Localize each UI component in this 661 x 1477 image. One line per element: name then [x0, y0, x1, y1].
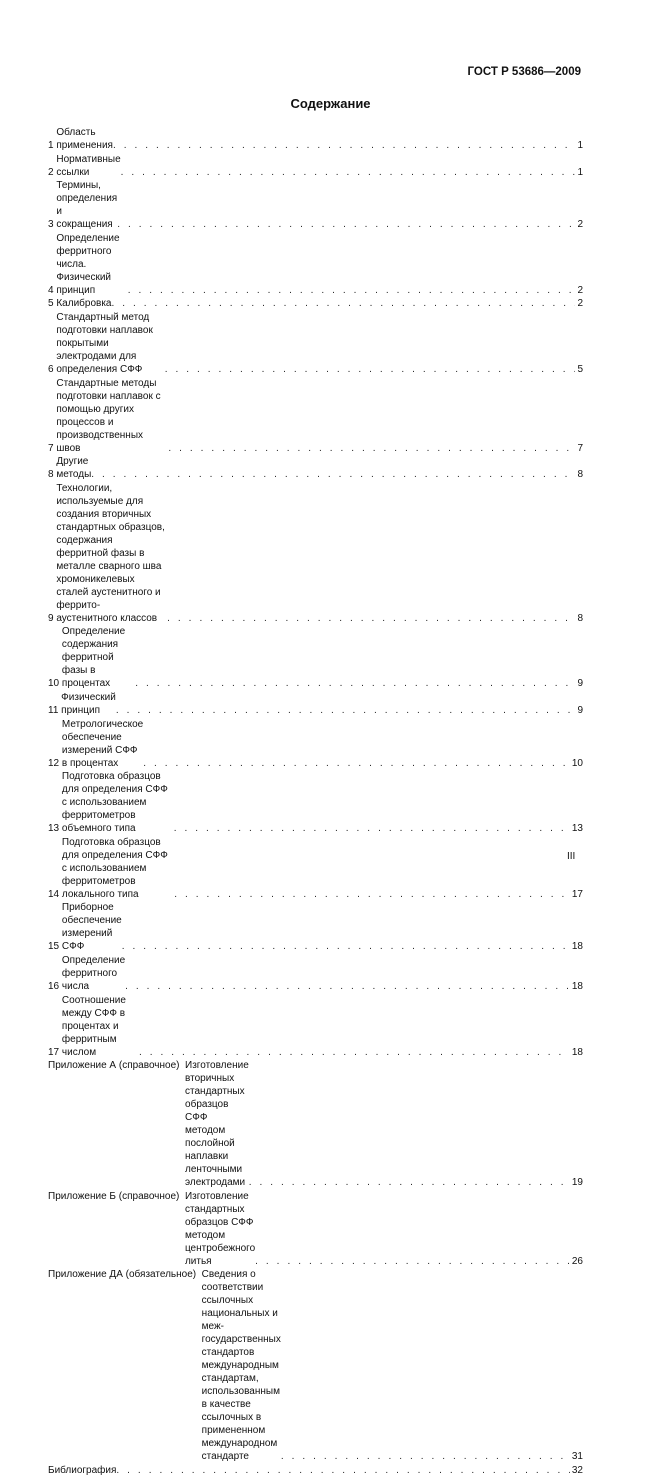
document-standard-number: ГОСТ Р 53686—2009	[467, 66, 581, 78]
toc-entry-5[interactable]	[48, 297, 583, 310]
toc-entry-11[interactable]	[48, 691, 583, 717]
toc-entry-page: 2	[577, 298, 583, 310]
toc-entry-number: 13	[48, 823, 62, 835]
toc-entry-title: Соотношение между СФФ в процентах и ферритным числом	[61, 994, 126, 1058]
toc-entry-title: Физический принцип	[61, 691, 116, 716]
toc-entry-12[interactable]	[48, 718, 583, 770]
toc-entry-number: 8	[48, 469, 57, 481]
toc-entry-appendix-a[interactable]	[48, 1059, 583, 1189]
toc-entry-number: 7	[48, 442, 57, 454]
dot-leader	[111, 297, 575, 310]
toc-entry-title: Подготовка образцов для определения СФФ с использованием ферритометров локального типа	[61, 836, 168, 900]
toc-entry-title: Калибровка	[56, 298, 112, 310]
dot-leader	[135, 677, 575, 690]
dot-leader	[174, 822, 570, 835]
toc-entry-title: Термины, определения и сокращения	[56, 180, 118, 231]
toc-entry-page: 17	[571, 888, 583, 900]
toc-entry-number: 16	[48, 980, 62, 992]
dot-leader	[255, 1255, 570, 1268]
toc-entry-page: 32	[571, 1464, 583, 1476]
toc-entry-page: 18	[571, 1046, 583, 1058]
toc-entry-4[interactable]	[48, 232, 583, 297]
toc-entry-number: 14	[48, 888, 62, 900]
toc-entry-page: 1	[577, 140, 583, 151]
toc-entry-title: Метрологическое обеспечение измерений СФФ в процентах	[61, 718, 144, 769]
toc-entry-page: 9	[577, 704, 583, 716]
toc-entry-page: 26	[571, 1255, 583, 1267]
toc-entry-number: Приложение Б (справочное)	[48, 1190, 185, 1202]
toc-entry-2[interactable]	[48, 153, 583, 179]
toc-entry-title: Стандартный метод подготовки наплавок покрытыми электродами для определения СФФ	[56, 311, 153, 375]
toc-entry-7[interactable]	[48, 377, 583, 455]
toc-entry-page: 19	[571, 1177, 583, 1189]
toc-entry-number: 9	[48, 612, 57, 624]
dot-leader	[125, 980, 570, 993]
toc-entry-number: 3	[48, 219, 57, 231]
dot-leader	[121, 166, 576, 179]
table-of-contents	[48, 126, 583, 1477]
toc-entry-14[interactable]	[48, 836, 583, 901]
dot-leader	[116, 1464, 569, 1477]
dot-leader	[139, 1046, 570, 1059]
toc-entry-number: Библиография	[48, 1464, 117, 1476]
dot-leader	[143, 757, 570, 770]
toc-entry-page: 31	[571, 1451, 583, 1463]
toc-entry-title: Изготовление вторичных стандартных образцов СФФ методом послойной наплавки ленточными электродами	[185, 1060, 249, 1189]
toc-entry-9[interactable]	[48, 482, 583, 625]
toc-entry-page: 13	[571, 823, 583, 835]
toc-entry-1[interactable]	[48, 126, 583, 152]
toc-entry-page: 1	[577, 166, 583, 178]
toc-entry-title: Подготовка образцов для определения СФФ с использованием ферритометров объемного типа	[61, 771, 168, 835]
toc-entry-title: Область применения	[56, 127, 113, 151]
dot-leader	[249, 1176, 570, 1189]
dot-leader	[116, 704, 576, 717]
toc-entry-title: Сведения о соответствии ссылочных национальных и меж- государственных стандартов международным стандартам, использованным в качестве ссылочных в примененном международном стандарте	[201, 1269, 281, 1463]
toc-entry-number: 1	[48, 140, 57, 151]
dot-leader	[128, 284, 576, 297]
toc-entry-number: 15	[48, 941, 62, 953]
toc-entry-6[interactable]	[48, 311, 583, 376]
toc-entry-title: Нормативные ссылки	[56, 153, 121, 178]
toc-entry-page: 8	[577, 612, 583, 624]
toc-entry-appendix-da[interactable]	[48, 1268, 583, 1463]
toc-entry-number: 2	[48, 166, 57, 178]
toc-entry-number: 6	[48, 363, 57, 375]
toc-entry-number: Приложение А (справочное)	[48, 1060, 186, 1072]
toc-entry-appendix-b[interactable]	[48, 1190, 583, 1268]
dot-leader	[165, 363, 576, 376]
toc-entry-number: Приложение ДА (обязательное)	[48, 1269, 202, 1281]
toc-entry-page: 18	[571, 941, 583, 953]
toc-entry-number: 11	[48, 704, 62, 716]
toc-entry-title: Технологии, используемые для создания вторичных стандартных образцов, содержания ферритной фазы в металле сварного шва хромоникелевых сталей аустенитного и феррито- аустенитного классов	[56, 482, 165, 624]
toc-entry-title: Приборное обеспечение измерений СФФ	[61, 902, 122, 953]
dot-leader	[281, 1450, 570, 1463]
toc-entry-3[interactable]	[48, 179, 583, 231]
toc-entry-title: Определение содержания ферритной фазы в процентах	[61, 626, 126, 690]
toc-entry-bibliography[interactable]	[48, 1464, 583, 1477]
toc-entry-page: 2	[577, 284, 583, 296]
toc-entry-number: 17	[48, 1046, 62, 1058]
toc-entry-title: Определение ферритного числа	[61, 954, 126, 992]
toc-entry-page: 2	[577, 219, 583, 231]
toc-entry-8[interactable]	[48, 455, 583, 481]
toc-entry-page: 8	[577, 469, 583, 481]
dot-leader	[174, 888, 570, 901]
toc-entry-10[interactable]	[48, 625, 583, 690]
toc-entry-title: Определение ферритного числа. Физический принцип	[56, 232, 120, 296]
toc-entry-17[interactable]	[48, 994, 583, 1059]
dot-leader	[117, 218, 575, 231]
toc-entry-title: Стандартные методы подготовки наплавок с помощью других процессов и производственных швов	[56, 377, 161, 454]
toc-entry-page: 5	[577, 363, 583, 375]
toc-entry-title: Другие методы	[56, 456, 92, 481]
toc-entry-page: 9	[577, 678, 583, 690]
dot-leader	[167, 612, 575, 625]
toc-entry-15[interactable]	[48, 901, 583, 953]
toc-entry-page: 7	[577, 442, 583, 454]
toc-entry-page: 18	[571, 980, 583, 992]
toc-entry-number: 4	[48, 284, 57, 296]
toc-entry-title: Изготовление стандартных образцов СФФ методом центробежного литья	[184, 1190, 256, 1267]
dot-leader	[122, 940, 570, 953]
toc-entry-number: 12	[48, 757, 62, 769]
toc-entry-13[interactable]	[48, 770, 583, 835]
dot-leader	[168, 442, 575, 455]
dot-leader	[113, 139, 575, 152]
toc-entry-number: 10	[48, 678, 62, 690]
toc-entry-number: 5	[48, 298, 57, 310]
toc-entry-16[interactable]	[48, 954, 583, 993]
page-number: III	[567, 851, 576, 862]
dot-leader	[91, 468, 575, 481]
toc-entry-page: 10	[571, 757, 583, 769]
page-title: Содержание	[290, 96, 371, 111]
